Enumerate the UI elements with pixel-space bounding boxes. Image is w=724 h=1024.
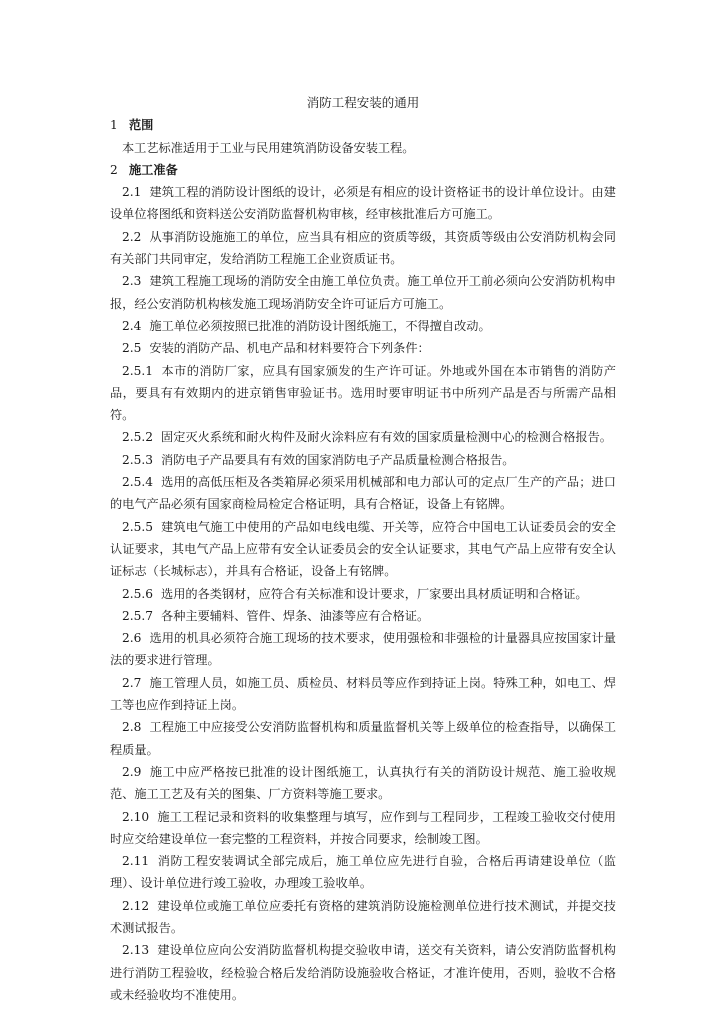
clause-number: 2.5.5 xyxy=(122,519,154,534)
clause-text: 选用的各类钢材，应符合有关标准和设计要求，厂家要出具材质证明和合格证。 xyxy=(161,586,588,601)
clause-text: 固定灭火系统和耐火构件及耐火涂料应有有效的国家质量检测中心的检测合格报告。 xyxy=(161,430,612,445)
clause-paragraph xyxy=(110,360,616,427)
clause-text: 施工单位必须按照已批准的消防设计图纸施工，不得擅自改动。 xyxy=(149,318,491,333)
clause-number: 2.1 xyxy=(122,185,142,200)
clause-text: 安装的消防产品、机电产品和材料要符合下列条件： xyxy=(149,341,430,356)
clause-text: 消防电子产品要具有有效的国家消防电子产品质量检测合格报告。 xyxy=(161,452,515,467)
clause-paragraph xyxy=(110,516,616,583)
clause-number: 2.6 xyxy=(122,631,142,646)
clause-number: 2.9 xyxy=(122,764,142,779)
clause-text: 施工管理人员，如施工员、质检员、材料员等应作到持证上岗。特殊工种，如电工、焊工等也应作到持证上岗。 xyxy=(110,675,616,713)
clause-text: 建设单位或施工单位应委托有资格的建筑消防设施检测单位进行技术测试，并提交技术测试报告。 xyxy=(110,898,616,935)
clause-paragraph xyxy=(110,426,616,448)
clause-text: 建筑电气施工中使用的产品如电线电缆、开关等，应符合中国电工认证委员会的安全认证要求，其电气产品上应带有安全认证委员会的安全认证要求，其电气产品上应带有安全认证标志（长城标志），并具有合格证，设备上有铭牌。 xyxy=(110,519,616,579)
section-number: 1 xyxy=(110,118,118,133)
clause-paragraph xyxy=(110,137,616,159)
clause-number: 2.5.6 xyxy=(122,586,154,601)
clause-paragraph xyxy=(110,850,616,895)
clause-text: 从事消防设施施工的单位，应当具有相应的资质等级，其资质等级由公安消防机构会同有关部门共同审定，发给消防工程施工企业资质证书。 xyxy=(110,229,616,267)
clause-number: 2.5.3 xyxy=(122,452,154,467)
clause-paragraph xyxy=(110,226,616,271)
document-body xyxy=(110,92,616,1006)
clause-paragraph xyxy=(110,270,616,315)
section-title: 施工准备 xyxy=(129,162,178,177)
clause-text: 选用的高低压柜及各类箱屏必须采用机械部和电力部认可的定点厂生产的产品；进口的电气产品必须有国家商检局检定合格证明，具有合格证，设备上有铭牌。 xyxy=(110,475,616,512)
document-title: 消防工程安装的通用 xyxy=(306,95,420,110)
clause-paragraph xyxy=(110,895,616,940)
clause-number: 2.12 xyxy=(122,898,150,913)
section-number: 2 xyxy=(110,162,118,177)
clause-text: 各种主要辅料、管件、焊条、油漆等应有合格证。 xyxy=(161,608,430,623)
section-heading-preparation xyxy=(110,159,616,181)
clause-paragraph xyxy=(110,761,616,806)
clause-paragraph xyxy=(110,605,616,627)
clause-number: 2.5.2 xyxy=(122,430,154,445)
clause-paragraph xyxy=(110,716,616,761)
clause-paragraph xyxy=(110,583,616,605)
clause-number: 2.5 xyxy=(122,341,142,356)
clause-text: 工程施工中应接受公安消防监督机构和质量监督机关等上级单位的检查指导，以确保工程质量。 xyxy=(110,720,616,757)
clause-text: 建筑工程施工现场的消防安全由施工单位负责。施工单位开工前必须向公安消防机构申报，经公安消防机构核发施工现场消防安全许可证后方可施工。 xyxy=(110,274,616,311)
clause-text: 选用的机具必须符合施工现场的技术要求，使用强检和非强检的计量器具应按国家计量法的要求进行管理。 xyxy=(110,631,616,668)
clause-paragraph xyxy=(110,939,616,1006)
clause-text: 消防工程安装调试全部完成后，施工单位应先进行自验，合格后再请建设单位（监理）、设计单位进行竣工验收，办理竣工验收单。 xyxy=(110,854,616,891)
clause-paragraph xyxy=(110,806,616,851)
clause-number: 2.5.1 xyxy=(122,363,154,378)
section-title: 范围 xyxy=(129,118,154,133)
clause-number: 2.5.4 xyxy=(122,475,154,490)
clause-paragraph xyxy=(110,337,616,359)
clause-number: 2.5.7 xyxy=(122,608,154,623)
clause-paragraph xyxy=(110,627,616,672)
clause-number: 2.11 xyxy=(122,854,150,869)
clause-number: 2.8 xyxy=(122,720,142,735)
clause-paragraph xyxy=(110,672,616,717)
clause-text: 建筑工程的消防设计图纸的设计，必须是有相应的设计资格证书的设计单位设计。由建设单位将图纸和资料送公安消防监督机构审核，经审核批准后方可施工。 xyxy=(110,185,616,222)
clause-text: 本工艺标准适用于工业与民用建筑消防设备安装工程。 xyxy=(122,140,415,155)
clause-number: 2.3 xyxy=(122,274,142,289)
clause-text: 施工工程记录和资料的收集整理与填写，应作到与工程同步，工程竣工验收交付使用时应交给建设单位一套完整的工程资料，并按合同要求，绘制竣工图。 xyxy=(110,809,616,846)
clause-number: 2.10 xyxy=(122,809,150,824)
clause-number: 2.13 xyxy=(122,943,150,958)
clause-text: 本市的消防厂家，应具有国家颁发的生产许可证。外地或外国在本市销售的消防产品，要具有有效期内的进京销售审验证书。选用时要审明证书中所列产品是否与所需产品相符。 xyxy=(110,363,616,423)
section-scope-body xyxy=(110,137,616,159)
clause-number: 2.7 xyxy=(122,675,142,690)
clause-paragraph xyxy=(110,315,616,337)
clause-paragraph xyxy=(110,471,616,516)
clause-number: 2.2 xyxy=(122,229,142,244)
clause-text: 建设单位应向公安消防监督机构提交验收申请，送交有关资料，请公安消防监督机构进行消防工程验收，经检验合格后发给消防设施验收合格证，才准许使用，否则，验收不合格或未经验收均不准使用。 xyxy=(110,943,616,1002)
clause-paragraph xyxy=(110,181,616,226)
clause-number: 2.4 xyxy=(122,318,142,333)
section-heading-scope xyxy=(110,114,616,136)
section-preparation-body xyxy=(110,181,616,1006)
clause-paragraph xyxy=(110,449,616,471)
clause-text: 施工中应严格按已批准的设计图纸施工，认真执行有关的消防设计规范、施工验收规范、施工工艺及有关的图集、厂方资料等施工要求。 xyxy=(110,764,616,802)
